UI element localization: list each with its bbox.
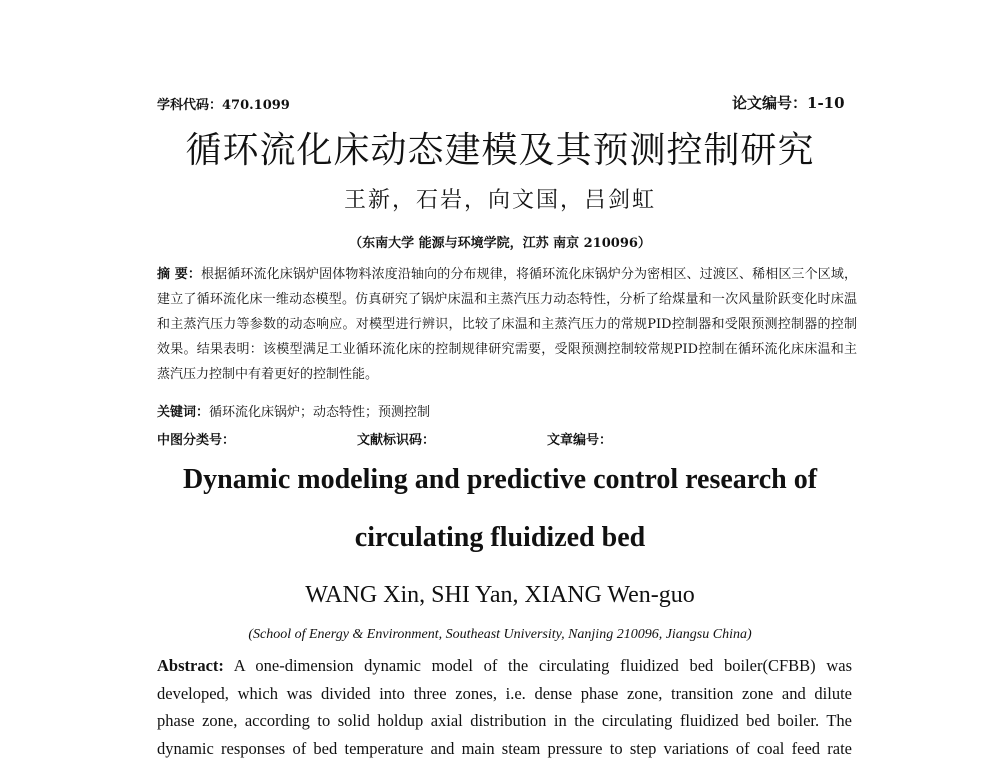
- english-abstract-line: dynamic responses of bed temperature and main steam pressure to step variations of coal feed rate: [157, 735, 852, 762]
- english-affiliation: (School of Energy & Environment, Southeast University, Nanjing 210096, Jiangsu China): [0, 627, 1000, 643]
- english-abstract-label: Abstract:: [157, 656, 224, 675]
- clc-number-label: 中图分类号：: [157, 429, 235, 448]
- article-id-label: 文章编号：: [547, 429, 612, 448]
- document-code-label: 文献标识码：: [357, 429, 435, 448]
- chinese-abstract-text: 根据循环流化床锅炉固体物料浓度沿轴向的分布规律，将循环流化床锅炉分为密相区、过渡区、稀相区三个区域，建立了循环流化床一维动态模型。仿真研究了锅炉床温和主蒸汽压力动态特性，分析了给煤量和一次风量阶跃变化时床温和主蒸汽压力等参数的动态响应。对模型进行辨识，比较了床温和主蒸汽压力的常规PID控制器和受限预测控制器的控制效果。结果表明：该模型满足工业循环流化床的控制规律研究需要，受限预测控制较常规PID控制在循环流化床床温和主蒸汽压力控制中有着更好的控制性能。: [157, 267, 857, 382]
- english-abstract-line: developed, which was divided into three zones, i.e. dense phase zone, transition zone and dilute: [157, 680, 852, 708]
- chinese-abstract: [157, 262, 857, 387]
- chinese-authors: 王新，石岩，向文国，吕剑虹: [0, 183, 1000, 214]
- chinese-affiliation: （东南大学 能源与环境学院，江苏 南京 210096）: [0, 232, 1000, 251]
- chinese-title: 循环流化床动态建模及其预测控制研究: [0, 122, 1000, 173]
- english-abstract-line: [157, 652, 852, 680]
- english-abstract-line-text: A one-dimension dynamic model of the circulating fluidized bed boiler(CFBB) was: [234, 656, 852, 675]
- chinese-keywords-text: 循环流化床锅炉；动态特性；预测控制: [209, 405, 430, 420]
- english-authors: WANG Xin, SHI Yan, XIANG Wen-guo: [0, 582, 1000, 609]
- chinese-keywords: [157, 401, 430, 420]
- chinese-abstract-label: 摘 要：: [157, 267, 201, 282]
- subject-code: 学科代码：470.1099: [157, 94, 290, 113]
- english-abstract: [157, 652, 852, 762]
- english-title-line-1: Dynamic modeling and predictive control research of: [0, 464, 1000, 496]
- english-abstract-line: phase zone, according to solid holdup axial distribution in the circulating fluidized bed boiler. The: [157, 707, 852, 735]
- chinese-keywords-label: 关键词：: [157, 405, 209, 420]
- paper-number: 论文编号：1-10: [732, 92, 845, 113]
- english-title-line-2: circulating fluidized bed: [0, 522, 1000, 554]
